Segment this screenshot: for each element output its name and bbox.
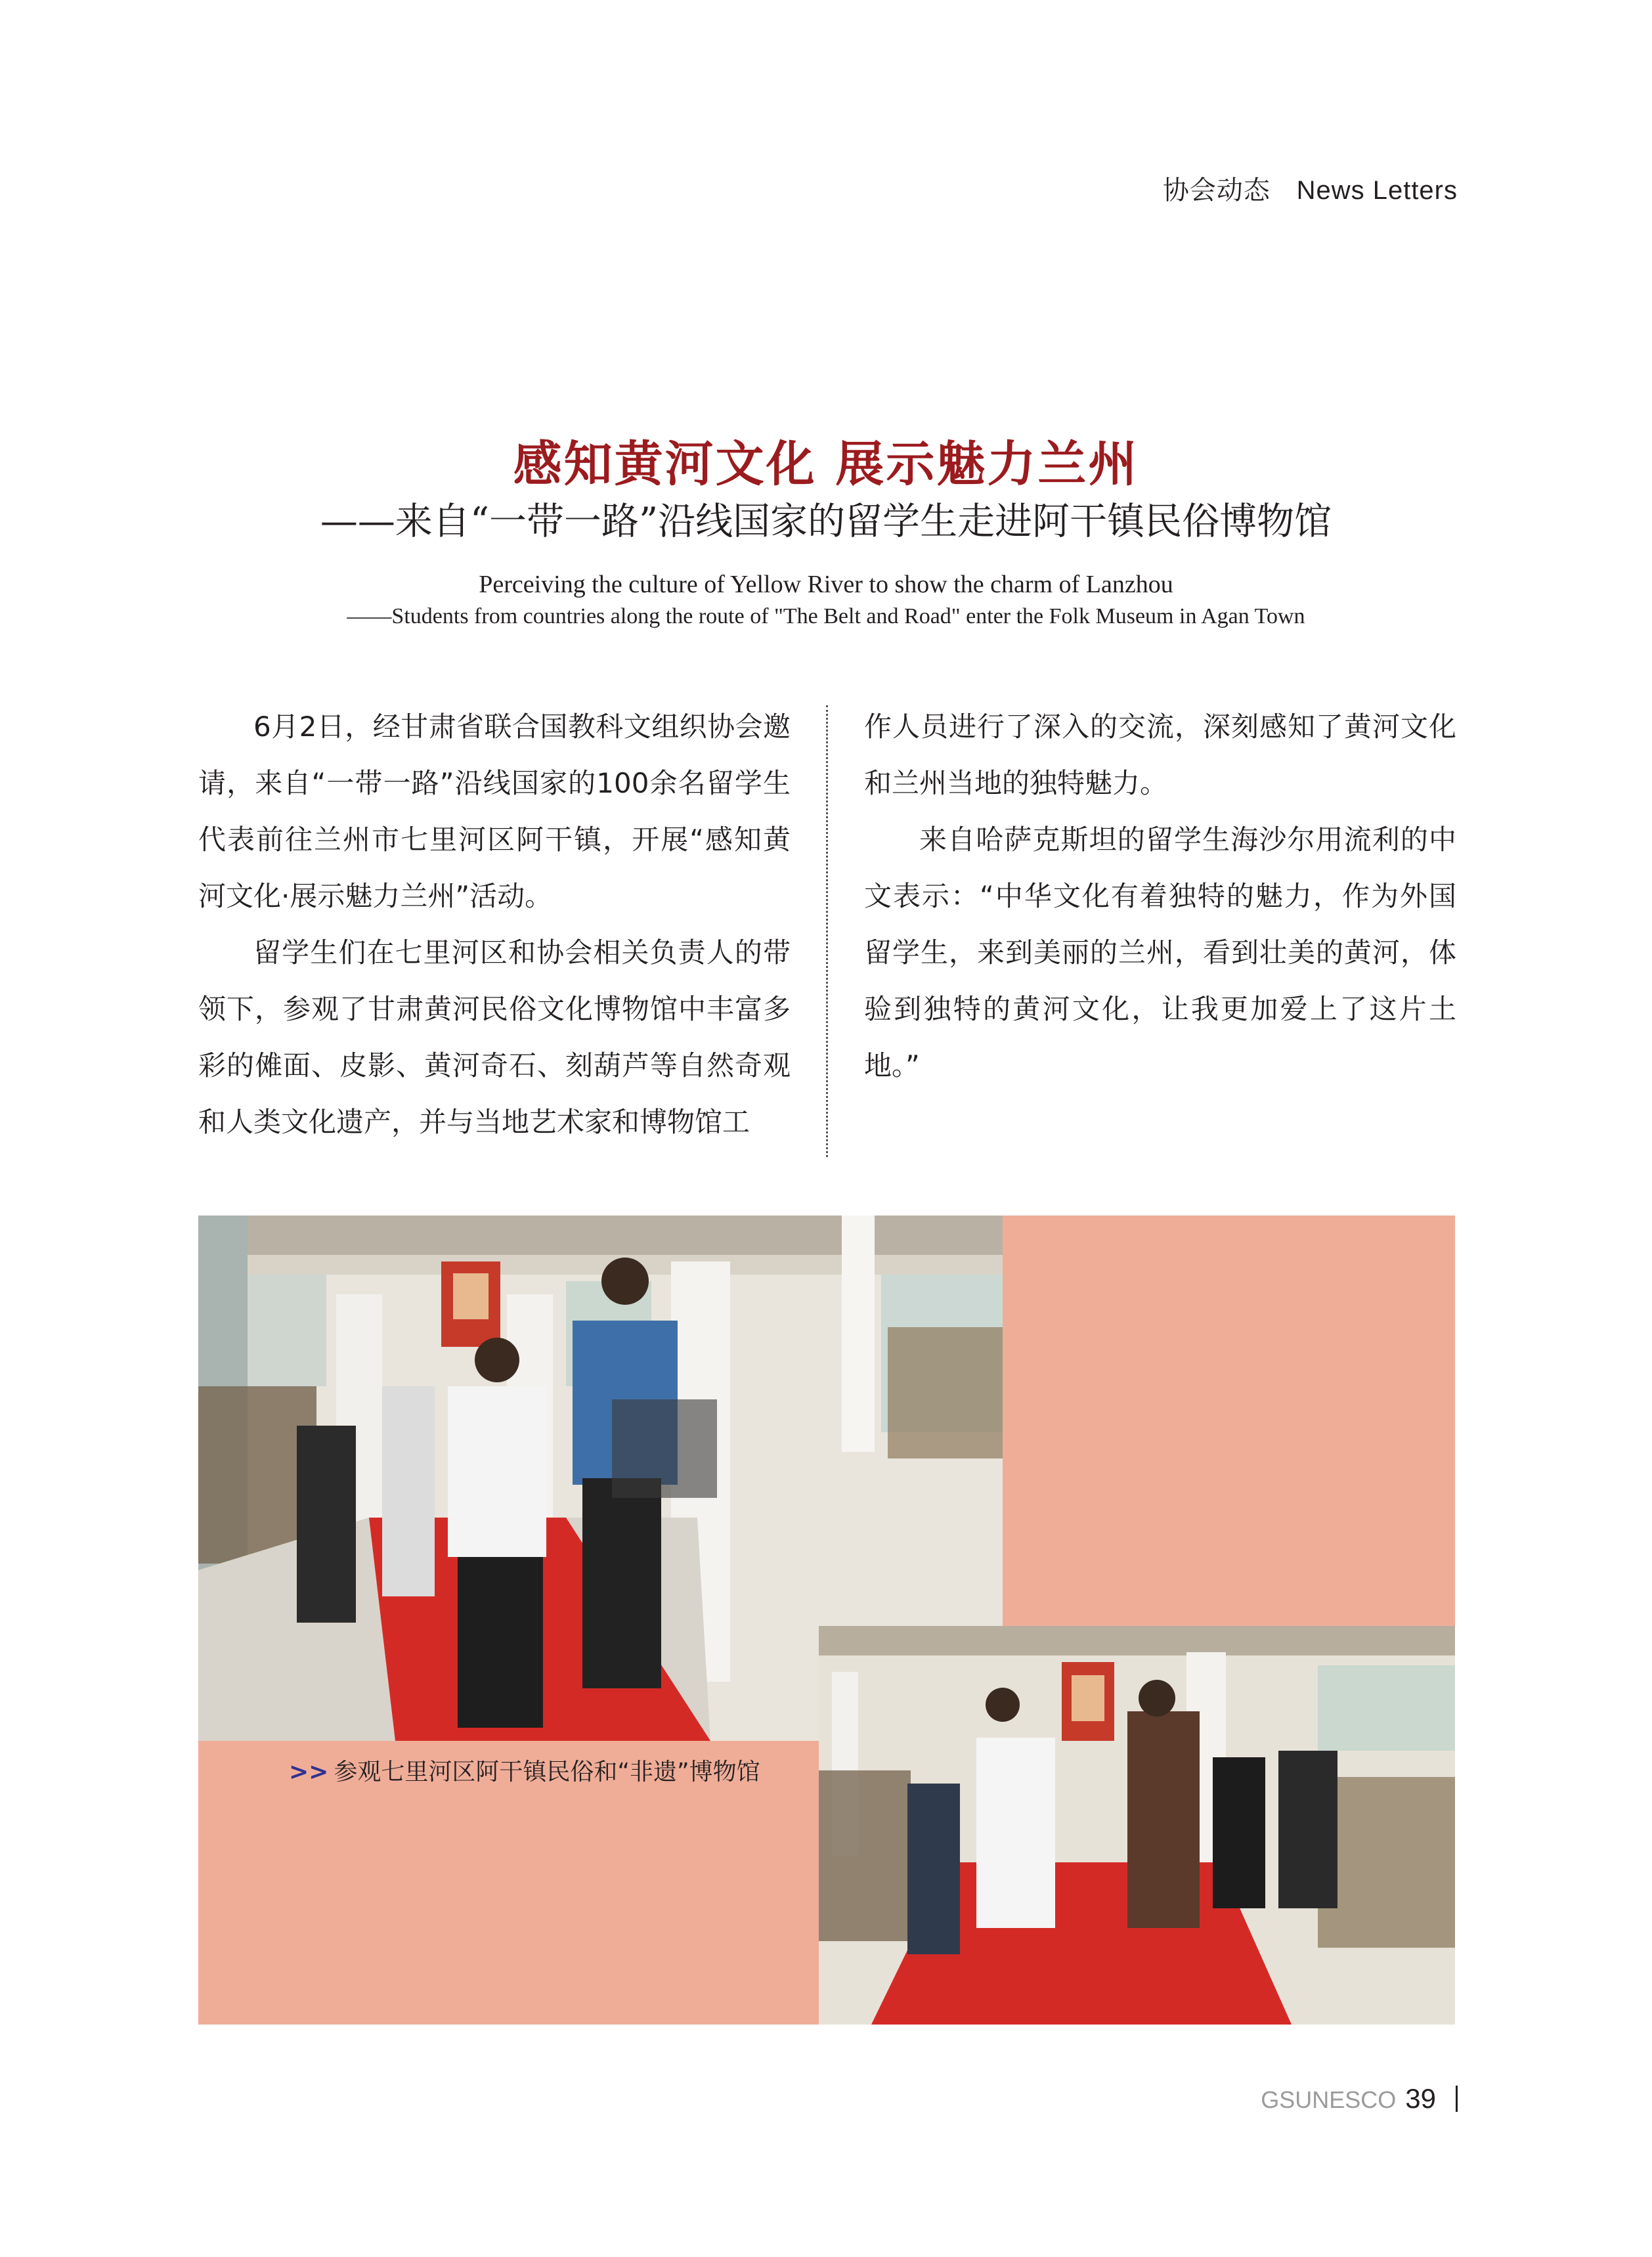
footer-brand: GSUNESCO — [1261, 2086, 1397, 2113]
caption-marker: >> — [289, 1759, 329, 1786]
column-divider — [826, 705, 828, 1157]
photo-caption — [289, 1753, 760, 1787]
article-title-en: Perceiving the culture of Yellow River to show the charm of Lanzhou — [479, 571, 1173, 598]
paragraph-2: 留学生们在七里河区和协会相关负责人的带领下，参观了甘肃黄河民俗文化博物馆中丰富多彩的傩面、皮影、黄河奇石、刻葫芦等自然奇观和人类文化遗产，并与当地艺术家和博物馆工 — [198, 936, 791, 1138]
page-footer — [1261, 2083, 1458, 2115]
section-label-en: News Letters — [1296, 176, 1458, 205]
text-column-right — [864, 699, 1456, 1094]
text-column-left — [198, 699, 791, 1150]
museum-photo-second — [819, 1626, 1455, 2025]
article-title: 感知黄河文化 展示魅力兰州 — [513, 436, 1139, 493]
article-subtitle: ——来自“一带一路”沿线国家的留学生走进阿干镇民俗博物馆 — [320, 500, 1332, 543]
paragraph-2-continued: 作人员进行了深入的交流，深刻感知了黄河文化和兰州当地的独特魅力。 — [864, 711, 1456, 799]
page-number: 39 — [1405, 2083, 1436, 2114]
footer-divider — [1456, 2086, 1458, 2112]
paragraph-3: 来自哈萨克斯坦的留学生海沙尔用流利的中文表示：“中华文化有着独特的魅力，作为外国留学生，来到美丽的兰州，看到壮美的黄河，体验到独特的黄河文化，让我更加爱上了这片土地。” — [864, 823, 1456, 1082]
paragraph-1: 6月2日，经甘肃省联合国教科文组织协会邀请，来自“一带一路”沿线国家的100余名留学生代表前往兰州市七里河区阿干镇，开展“感知黄河文化·展示魅力兰州”活动。 — [198, 711, 791, 912]
section-header — [1163, 169, 1458, 207]
article-subtitle-en: ——Students from countries along the route of "The Belt and Road" enter the Folk Museum in Agan Town — [347, 604, 1305, 628]
section-label-cn: 协会动态 — [1162, 175, 1271, 206]
caption-text: 参观七里河区阿干镇民俗和“非遗”博物馆 — [334, 1759, 760, 1786]
